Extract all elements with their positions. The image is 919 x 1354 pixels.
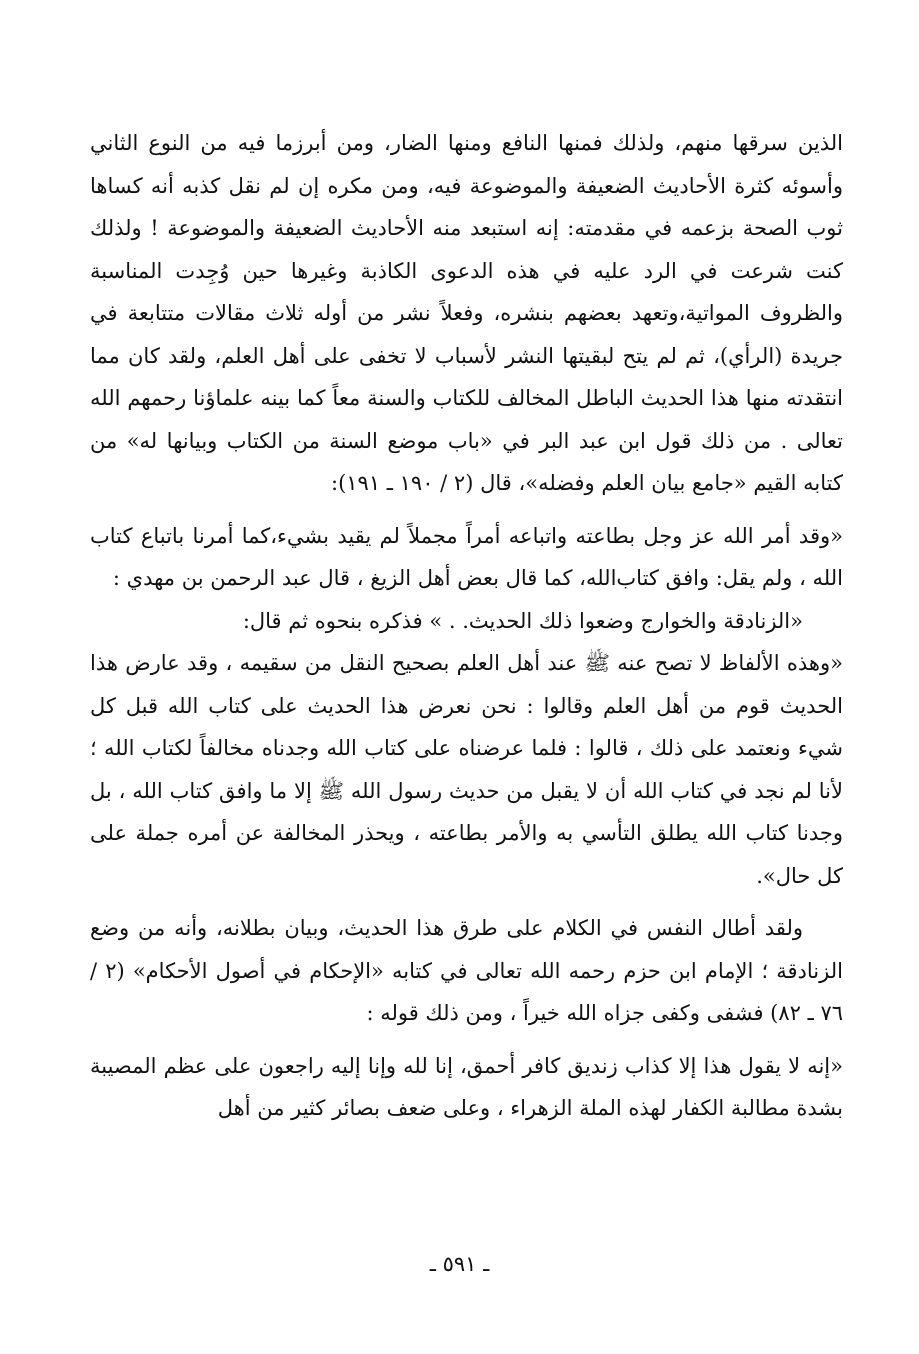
paragraph-6-quote: «إنه لا يقول هذا إلا كذاب زنديق كافر أحمق، إنا لله وإنا إليه راجعون على عظم المصيبة بشدة مطالبة الكفار لهذه الملة الزهراء ، وعلى ضعف بصائر كثير من أهل xyxy=(90,1053,843,1120)
paragraph-3-quote: «الزنادقة والخوارج وضعوا ذلك الحديث. . » فذكره بنحوه ثم قال: xyxy=(242,608,803,633)
page-body xyxy=(90,122,843,1130)
paragraph-2-quote: «وقد أمر الله عز وجل بطاعته واتباعه أمراً مجملاً لم يقيد بشيء،كما أمرنا باتباع كتاب الله ، ولم يقل: وافق كتاب‌الله، كما قال بعض أهل الزيغ ، قال عبد الرحمن بن مهدي : xyxy=(90,523,843,590)
page-number: ـ ٥٩١ ـ xyxy=(429,1252,490,1276)
paragraph-5: ولقد أطال النفس في الكلام على طرق هذا الحديث، وبيان بطلانه، وأنه من وضع الزنادقة ؛ الإمام ابن حزم رحمه الله تعالى في كتابه «الإحكام في أصول الأحكام» (٢ / ٧٦ ـ ٨٢) فشفى وكفى جزاه الله خيراً ، ومن ذلك قوله : xyxy=(90,916,843,1025)
paragraph-1: الذين سرقها منهم، ولذلك فمنها النافع ومنها الضار، ومن أبرزما فيه من النوع الثاني وأسوئه كثرة الأحاديث الضعيفة والموضوعة فيه، ومن مكره إن لم نقل كذبه أنه كساها ثوب الصحة بزعمه في مقدمته: إنه استبعد منه الأحاديث الضعيفة والموضوعة ! ولذلك كنت شرعت في الرد عليه في هذه الدعوى الكاذبة وغيرها حين وُجِدت المناسبة والظروف المواتية،وتعهد بعضهم بنشره، وفعلاً نشر من أوله ثلاث مقالات متتابعة في جريدة (الرأي)، ثم لم يتح لبقيتها النشر لأسباب لا تخفى على أهل العلم، ولقد كان مما انتقدته منها هذا الحديث الباطل المخالف للكتاب والسنة معاً كما بينه علماؤنا رحمهم الله تعالى . من ذلك قول ابن عبد البر في «باب موضع السنة من الكتاب وبيانها له» من كتابه القيم «جامع بيان العلم وفضله»، قال (٢ / ١٩٠ ـ ١٩١): xyxy=(90,131,843,495)
paragraph-4-quote: «وهذه الألفاظ لا تصح عنه ﷺ عند أهل العلم بصحيح النقل من سقيمه ، وقد عارض هذا الحديث قوم من أهل العلم وقالوا : نحن نعرض هذا الحديث على كتاب الله قبل كل شيء ونعتمد على ذلك ، قالوا : فلما عرضناه على كتاب الله وجدناه مخالفاً لكتاب الله ؛ لأنا لم نجد في كتاب الله أن لا يقبل من حديث رسول الله ﷺ إلا ما وافق كتاب الله ، بل وجدنا كتاب الله يطلق التأسي به والأمر بطاعته ، ويحذر المخالفة عن أمره جملة على كل حال». xyxy=(90,651,843,888)
